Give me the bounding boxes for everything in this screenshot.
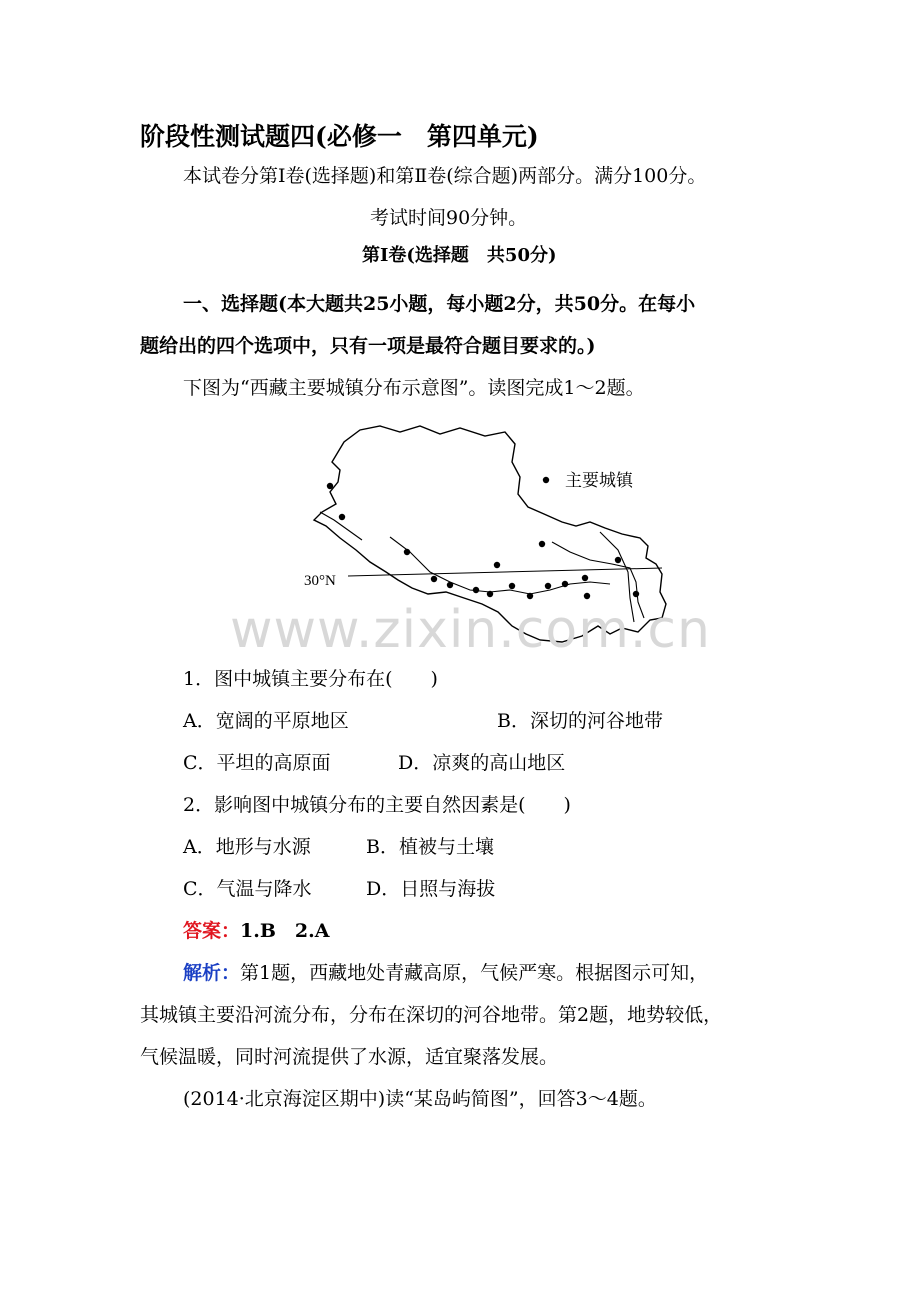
analysis-line-2: 其城镇主要沿河流分布，分布在深切的河谷地带。第2题，地势较低， <box>140 1004 723 1026</box>
analysis-line-3: 气候温暖，同时河流提供了水源，适宜聚落发展。 <box>140 1046 559 1068</box>
question-2-option-a: A．地形与水源 <box>183 836 311 858</box>
question-1-option-d: D．凉爽的高山地区 <box>398 752 566 774</box>
latitude-line <box>348 568 662 576</box>
question-2-option-b: B．植被与土壤 <box>366 836 494 858</box>
exam-intro-line-1: 本试卷分第Ⅰ卷(选择题)和第Ⅱ卷(综合题)两部分。满分100分。 <box>183 165 707 187</box>
latitude-label: 30°N <box>304 573 336 589</box>
exam-intro-line-2: 考试时间90分钟。 <box>370 207 528 229</box>
town-dot <box>487 591 493 597</box>
figure-intro: 下图为“西藏主要城镇分布示意图”。读图完成1～2题。 <box>183 377 645 399</box>
question-1-stem: 1．图中城镇主要分布在( ) <box>183 668 438 690</box>
question-1-option-c: C．平坦的高原面 <box>183 752 331 774</box>
town-dot <box>494 562 500 568</box>
town-dot <box>584 593 590 599</box>
watermark: www.zixin.com.cn <box>230 600 711 660</box>
answer-line <box>183 918 330 944</box>
answer-label: 答案： <box>183 920 241 942</box>
town-dot <box>327 483 333 489</box>
town-dot <box>509 583 515 589</box>
town-dot <box>633 591 639 597</box>
town-dot <box>447 582 453 588</box>
town-dot <box>539 541 545 547</box>
section-title: 第Ⅰ卷(选择题 共50分) <box>362 245 557 266</box>
town-dot <box>527 593 533 599</box>
question-2-option-d: D．日照与海拔 <box>366 878 496 900</box>
town-dot <box>473 587 479 593</box>
page-title: 阶段性测试题四(必修一 第四单元) <box>140 122 539 151</box>
question-2-option-c: C．气温与降水 <box>183 878 312 900</box>
question-1-option-b: B．深切的河谷地带 <box>497 710 663 732</box>
analysis-text-1: 第1题，西藏地处青藏高原，气候严寒。根据图示可知， <box>240 962 709 984</box>
town-dot <box>545 583 551 589</box>
analysis-line-1 <box>183 960 708 986</box>
town-dot <box>615 557 621 563</box>
question-1-option-a: A．宽阔的平原地区 <box>183 710 349 732</box>
question-2-stem: 2．影响图中城镇分布的主要自然因素是( ) <box>183 794 571 816</box>
part-heading-line-2: 题给出的四个选项中，只有一项是最符合题目要求的。) <box>140 335 596 357</box>
town-dot <box>582 575 588 581</box>
legend-label: 主要城镇 <box>565 471 633 491</box>
legend-dot <box>543 477 549 483</box>
town-dot <box>562 581 568 587</box>
answer-text: 1.B 2.A <box>240 920 330 942</box>
town-dot <box>404 549 410 555</box>
town-dot <box>339 514 345 520</box>
town-dot <box>431 576 437 582</box>
analysis-label: 解析： <box>183 962 241 984</box>
next-question-intro: (2014·北京海淀区期中)读“某岛屿简图”，回答3～4题。 <box>183 1088 657 1110</box>
part-heading-line-1: 一、选择题(本大题共25小题，每小题2分，共50分。在每小 <box>183 293 696 315</box>
